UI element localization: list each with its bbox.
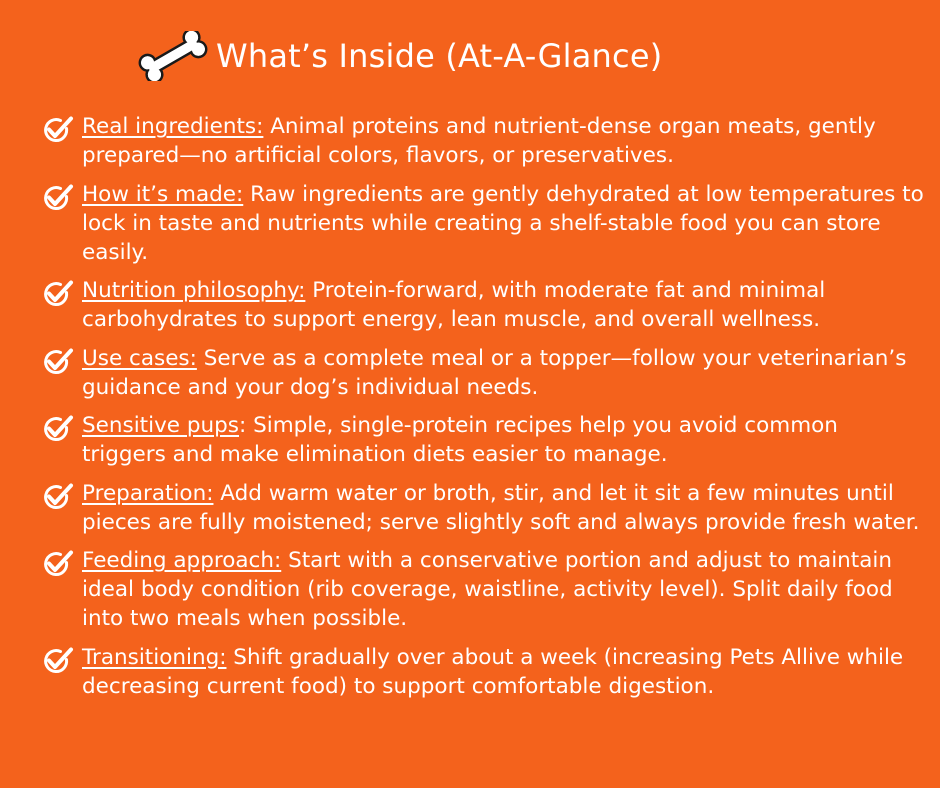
item-label: Real ingredients: — [82, 114, 264, 139]
item-text: Shift gradually over about a week (increasing Pets Allive while decreasing current food) to support comfortable digestion. — [82, 644, 904, 699]
list-item — [36, 276, 926, 334]
item-label: Transitioning: — [82, 644, 227, 670]
item-label: Preparation: — [82, 480, 214, 506]
list-item — [36, 180, 926, 267]
item-text: Start with a conservative portion and adjust to maintain ideal body condition (rib coverage, waistline, activity level). Split daily food into two meals when possible. — [82, 548, 893, 631]
check-circle-icon — [40, 646, 74, 676]
item-label: Use cases: — [82, 345, 197, 371]
check-circle-icon — [40, 347, 74, 377]
item-text: : Simple, single-protein recipes help you avoid common triggers and make elimination diets easier to manage. — [82, 413, 838, 467]
dog-bone-icon — [134, 31, 212, 81]
list-item — [36, 112, 926, 170]
feature-list — [36, 112, 926, 710]
list-item — [36, 411, 926, 469]
check-circle-icon — [40, 414, 74, 444]
list-item — [36, 546, 926, 633]
check-circle-icon — [40, 482, 74, 512]
item-label: Feeding approach: — [82, 548, 282, 573]
page-title: What’s Inside (At-A-Glance) — [216, 37, 663, 75]
item-text: Add warm water or broth, stir, and let it sit a few minutes until pieces are fully moistened; serve slightly soft and always provide fresh water. — [82, 480, 920, 535]
item-text: Animal proteins and nutrient-dense organ meats, gently prepared—no artificial colors, flavors, or preservatives. — [82, 114, 876, 168]
list-item — [36, 479, 926, 537]
item-label: Sensitive pups — [82, 413, 239, 438]
check-circle-icon — [40, 549, 74, 579]
header — [134, 30, 662, 82]
item-text: Serve as a complete meal or a topper—follow your veterinarian’s guidance and your dog’s individual needs. — [82, 345, 907, 400]
list-item — [36, 643, 926, 701]
item-label: How it’s made: — [82, 181, 244, 207]
item-label: Nutrition philosophy: — [82, 278, 306, 303]
check-circle-icon — [40, 279, 74, 309]
item-text: Raw ingredients are gently dehydrated at low temperatures to lock in taste and nutrients while creating a shelf-stable food you can store easily. — [82, 181, 924, 265]
check-circle-icon — [40, 183, 74, 213]
check-circle-icon — [40, 115, 74, 145]
item-text: Protein-forward, with moderate fat and minimal carbohydrates to support energy, lean muscle, and overall wellness. — [82, 278, 826, 332]
list-item — [36, 344, 926, 402]
